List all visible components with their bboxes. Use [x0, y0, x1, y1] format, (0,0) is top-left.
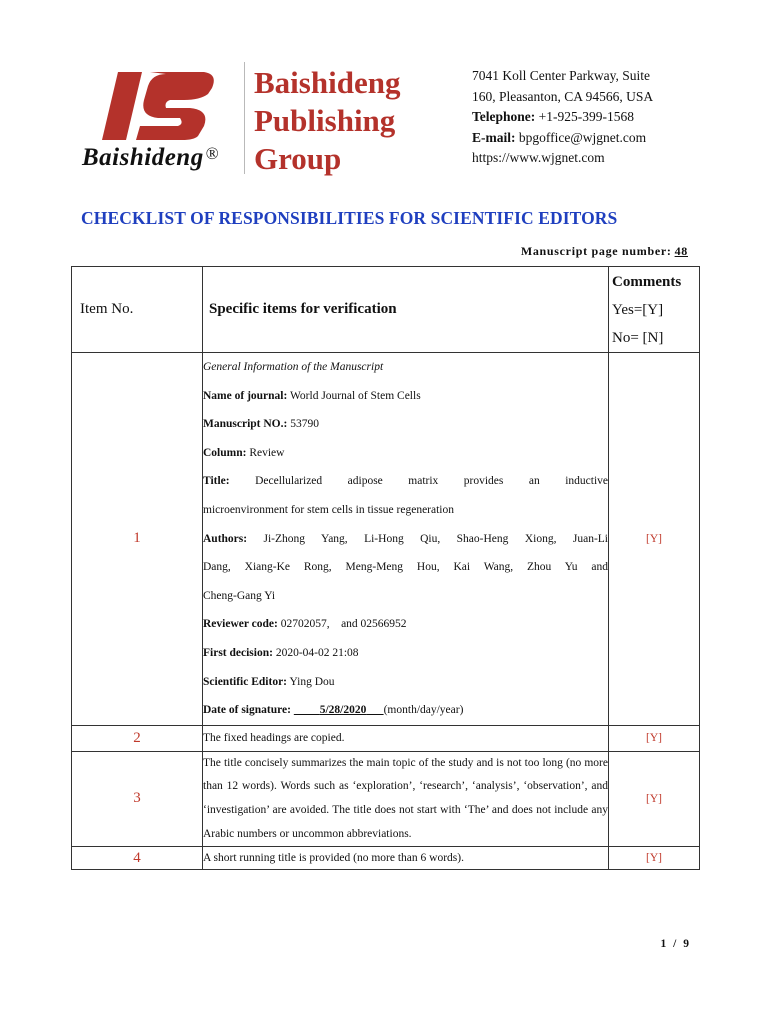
signature-label: Date of signature: — [203, 704, 291, 717]
brand-line-2: Publishing — [254, 103, 396, 138]
comment-flag: [Y] — [609, 751, 700, 846]
title-text-1: Decellularized adipose matrix provides an inductive — [255, 475, 608, 488]
comment-flag: [Y] — [609, 847, 700, 870]
reviewer-code-label: Reviewer code: — [203, 618, 278, 631]
header-specific-items: Specific items for verification — [203, 267, 609, 353]
authors-label: Authors: — [203, 532, 248, 545]
table-row — [72, 353, 700, 726]
logo-wordmark — [82, 144, 219, 172]
email-value[interactable]: bpgoffice@wjgnet.com — [518, 129, 647, 145]
telephone-label: Telephone: — [472, 109, 536, 125]
header-comments — [609, 267, 700, 353]
manuscript-no-line — [203, 410, 608, 439]
signature-format: (month/day/year) — [383, 704, 464, 717]
title-line-1 — [203, 467, 608, 496]
baishideng-logo-icon — [100, 70, 220, 142]
document-title: CHECKLIST OF RESPONSIBILITIES FOR SCIENTIFIC EDITORS — [81, 208, 618, 228]
comment-flag: [Y] — [609, 725, 700, 751]
manuscript-no-label: Manuscript NO.: — [203, 418, 288, 431]
item-text: The title concisely summarizes the main topic of the study and is not too long (no more than 12 words). Words such as ‘exploration’, ‘research’, ‘analysis’, ‘observation’, and ‘investigation’ are avoided. The title does not start with ‘The’ and does not include any Arabic numbers or uncommon abbreviations. — [203, 751, 609, 846]
column-label: Column: — [203, 446, 247, 459]
item-number: 3 — [72, 751, 203, 846]
authors-line-2: Dang, Xiang-Ke Rong, Meng-Meng Hou, Kai Wang, Zhou Yu and — [203, 561, 608, 574]
header-no-legend: No= [N] — [612, 329, 664, 346]
logo-wordmark-text: Baishideng — [82, 144, 204, 171]
page-number-value: 48 — [674, 244, 688, 258]
brand-line-3: Group — [254, 141, 342, 176]
registered-mark: ® — [205, 144, 220, 163]
email-label: E-mail: — [472, 129, 516, 145]
manuscript-page-number — [521, 244, 691, 259]
general-info-cell — [203, 353, 609, 726]
contact-block — [472, 66, 653, 169]
item-number: 4 — [72, 847, 203, 870]
manuscript-no-value: 53790 — [290, 418, 319, 431]
scientific-editor-label: Scientific Editor: — [203, 675, 287, 688]
comment-flag: [Y] — [609, 353, 700, 726]
table-row — [72, 725, 700, 751]
telephone-value: +1-925-399-1568 — [538, 109, 634, 125]
scientific-editor-line — [203, 668, 608, 697]
column-line — [203, 439, 608, 468]
email-line — [472, 128, 653, 149]
signature-date-line — [203, 696, 608, 725]
table-row — [72, 751, 700, 846]
journal-label: Name of journal: — [203, 389, 288, 402]
address-line-1: 7041 Koll Center Parkway, Suite — [472, 68, 650, 83]
first-decision-line — [203, 639, 608, 668]
item-text: The fixed headings are copied. — [203, 725, 609, 751]
authors-text-1: Ji-Zhong Yang, Li-Hong Qiu, Shao-Heng Xiong, Juan-Li — [263, 532, 608, 545]
telephone-line — [472, 107, 653, 128]
title-line-2: microenvironment for stem cells in tissue regeneration — [203, 503, 455, 516]
header-item-no: Item No. — [72, 267, 203, 353]
address-line-2: 160, Pleasanton, CA 94566, USA — [472, 88, 654, 104]
first-decision-label: First decision: — [203, 646, 273, 659]
table-header-row — [72, 267, 700, 353]
page-number-label: Manuscript page number: — [520, 244, 672, 258]
journal-value: World Journal of Stem Cells — [290, 389, 421, 402]
logo-divider — [244, 62, 245, 174]
authors-line-1 — [203, 525, 608, 554]
brand-name — [254, 64, 400, 178]
website-link[interactable]: https://www.wjgnet.com — [472, 150, 605, 166]
header-yes-legend: Yes=[Y] — [612, 301, 664, 318]
title-label: Title: — [203, 475, 230, 488]
journal-line — [203, 382, 608, 411]
item-text: A short running title is provided (no more than 6 words). — [203, 847, 609, 870]
signature-date-text: 5/28/2020 — [319, 704, 367, 717]
signature-date-value — [294, 696, 384, 725]
table-row — [72, 847, 700, 870]
reviewer-code-line — [203, 610, 608, 639]
item-number: 1 — [72, 353, 203, 726]
scientific-editor-value: Ying Dou — [289, 675, 335, 688]
checklist-table — [71, 266, 700, 870]
authors-line-3: Cheng-Gang Yi — [203, 589, 276, 602]
page-indicator: 1 / 9 — [660, 938, 691, 950]
item-number: 2 — [72, 725, 203, 751]
header-comments-title: Comments — [612, 273, 682, 290]
first-decision-value: 2020-04-02 21:08 — [275, 646, 359, 659]
brand-line-1: Baishideng — [254, 65, 401, 100]
general-info-heading: General Information of the Manuscript — [203, 361, 384, 373]
reviewer-code-value: 02702057, and 02566952 — [280, 618, 407, 631]
column-value: Review — [249, 446, 285, 459]
